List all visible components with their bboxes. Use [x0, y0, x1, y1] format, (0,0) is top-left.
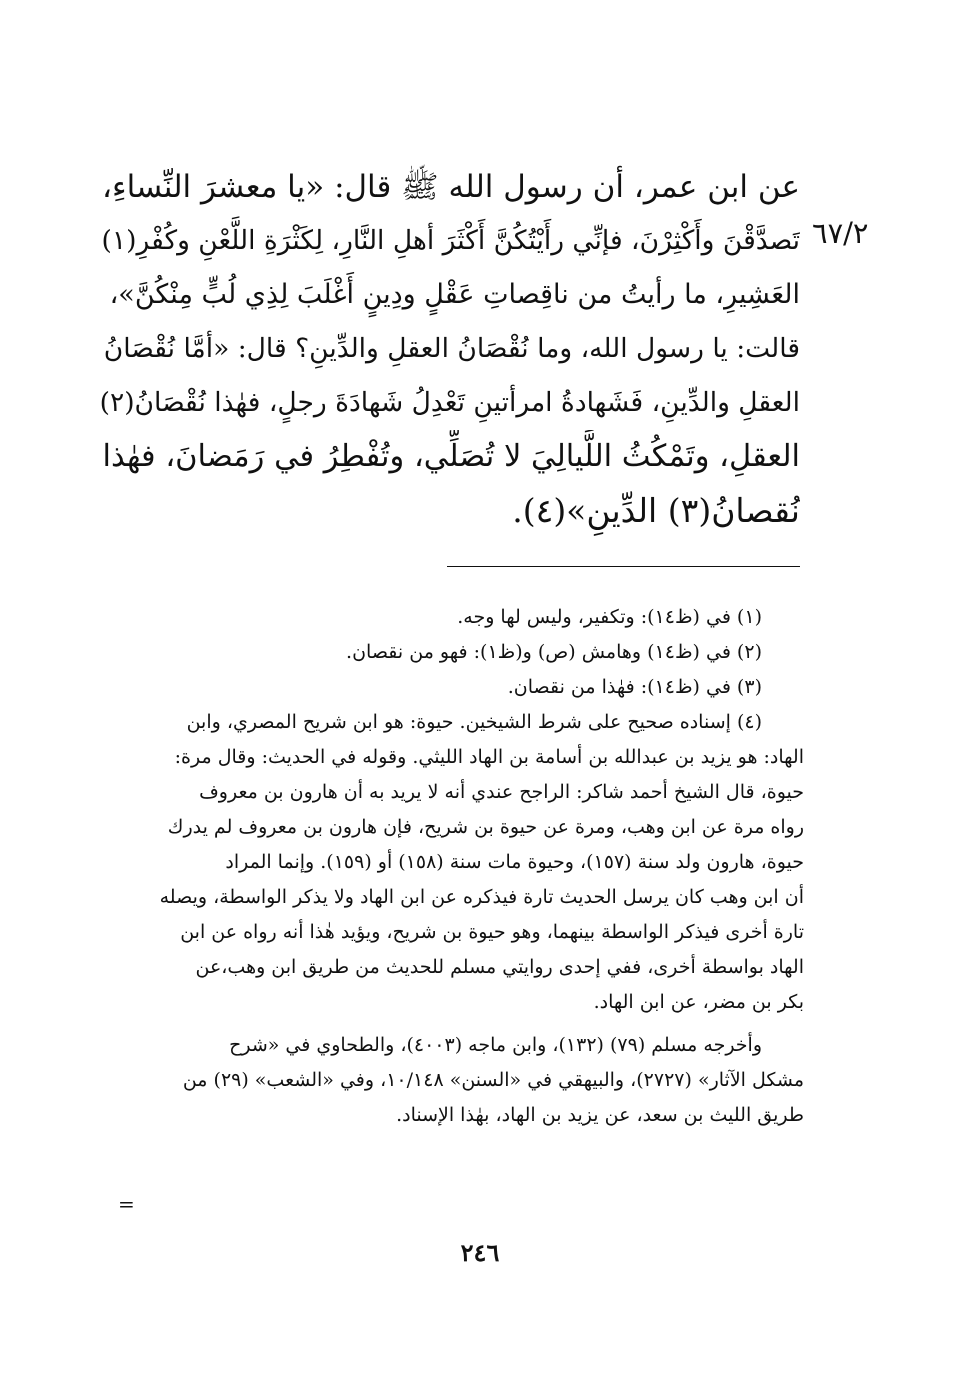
footnote-1: (١) في (ظ١٤): وتكفير، وليس لها وجه. [457, 606, 762, 628]
footnote-2: (٢) في (ظ١٤) وهامش (ص) و(ظ١): فهو من نقصان. [346, 641, 762, 663]
footnotes [104, 600, 804, 1133]
footnote-4-line: (٤) إسناده صحيح على شرط الشيخين. حيوة: هو ابن شريح المصري، وابن [186, 711, 762, 733]
footnote-4-line: بكر بن مضر، عن ابن الهاد. [593, 991, 804, 1013]
hadith-line: العقلِ والدِّينِ، فَشَهادةُ امرأتينِ تَعْدِلُ شَهادَةَ رجلٍ، فهٰذا نُقْصَانُ(٢) [100, 387, 800, 418]
footnote-4-line: أن ابن وهب كان يرسل الحديث تارة فيذكره عن ابن الهاد ولا يذكر الواسطة، ويصله [159, 886, 804, 908]
takhrij-line: وأخرجه مسلم (٧٩) (١٣٢)، وابن ماجه (٤٠٠٣)، والطحاوي في «شرح [229, 1034, 762, 1056]
footnote-divider [447, 566, 800, 567]
continuation-mark: = [118, 1192, 135, 1216]
hadith-line: العقلِ، وتَمْكُثُ اللَّيالِيَ لا تُصَلِّي، وتُفْطِرُ في رَمَضانَ، فهٰذا [102, 439, 800, 474]
page-number: ٢٤٦ [460, 1238, 500, 1267]
hadith-line: عن ابن عمر، أن رسول الله ﷺ قال: «يا معشرَ النِّساءِ، [102, 169, 800, 205]
hadith-line: العَشِيرِ، ما رأيتُ من ناقِصاتِ عَقْلٍ ودِينٍ أَغْلَبَ لِذِي لُبٍّ مِنْكُنَّ»، [109, 279, 800, 310]
takhrij-line: مشكل الآثار» (٢٧٢٧)، والبيهقي في «السنن» ١٠/١٤٨، وفي «الشعب» (٢٩) من [182, 1069, 804, 1091]
hadith-number: ٦٧/٢ [812, 216, 869, 250]
hadith-text [100, 160, 800, 538]
hadith-line: تَصدَّقْنَ وأَكْثِرْنَ، فإنِّي رأَيْتُكُنَّ أَكْثَرَ أهلِ النَّارِ، لِكَثْرَةِ اللَّعْنِ وكُفْرِ(١) [101, 225, 800, 256]
footnote-4-line: تارة أخرى فيذكر الواسطة بينهما، وهو حيوة بن شريح، ويؤيد هٰذا أنه رواه عن ابن [180, 921, 804, 943]
footnote-4-line: حيوة، هارون ولد سنة (١٥٧)، وحيوة مات سنة (١٥٨) أو (١٥٩). وإنما المراد [225, 851, 804, 873]
footnote-4-line: الهاد: هو يزيد بن عبدالله بن أسامة بن الهاد الليثي. وقوله في الحديث: وقال مرة: [174, 746, 804, 768]
takhrij-paragraph [104, 1028, 804, 1133]
hadith-line: قالت: يا رسول الله، وما نُقْصَانُ العقلِ والدِّينِ؟ قال: «أمَّا نُقْصَانُ [103, 333, 800, 364]
footnote-4-line: رواه مرة عن ابن وهب، ومرة عن حيوة بن شريح، فإن هارون بن معروف لم يدرك [167, 816, 804, 838]
takhrij-line: طريق الليث بن سعد، عن يزيد بن الهاد، بهٰذا الإسناد. [396, 1104, 804, 1126]
footnote-4-line: الهاد بواسطة أخرى، ففي إحدى روايتي مسلم للحديث من طريق ابن وهب،عن [195, 956, 804, 978]
footnote-4-line: حيوة، قال الشيخ أحمد شاكر: الراجح عندي أنه لا يريد به أن هارون بن معروف [199, 781, 804, 803]
footnote-3: (٣) في (ظ١٤): فهٰذا من نقصان. [507, 676, 762, 698]
hadith-line: نُقصانُ(٣) الدِّينِ»(٤). [512, 491, 800, 530]
